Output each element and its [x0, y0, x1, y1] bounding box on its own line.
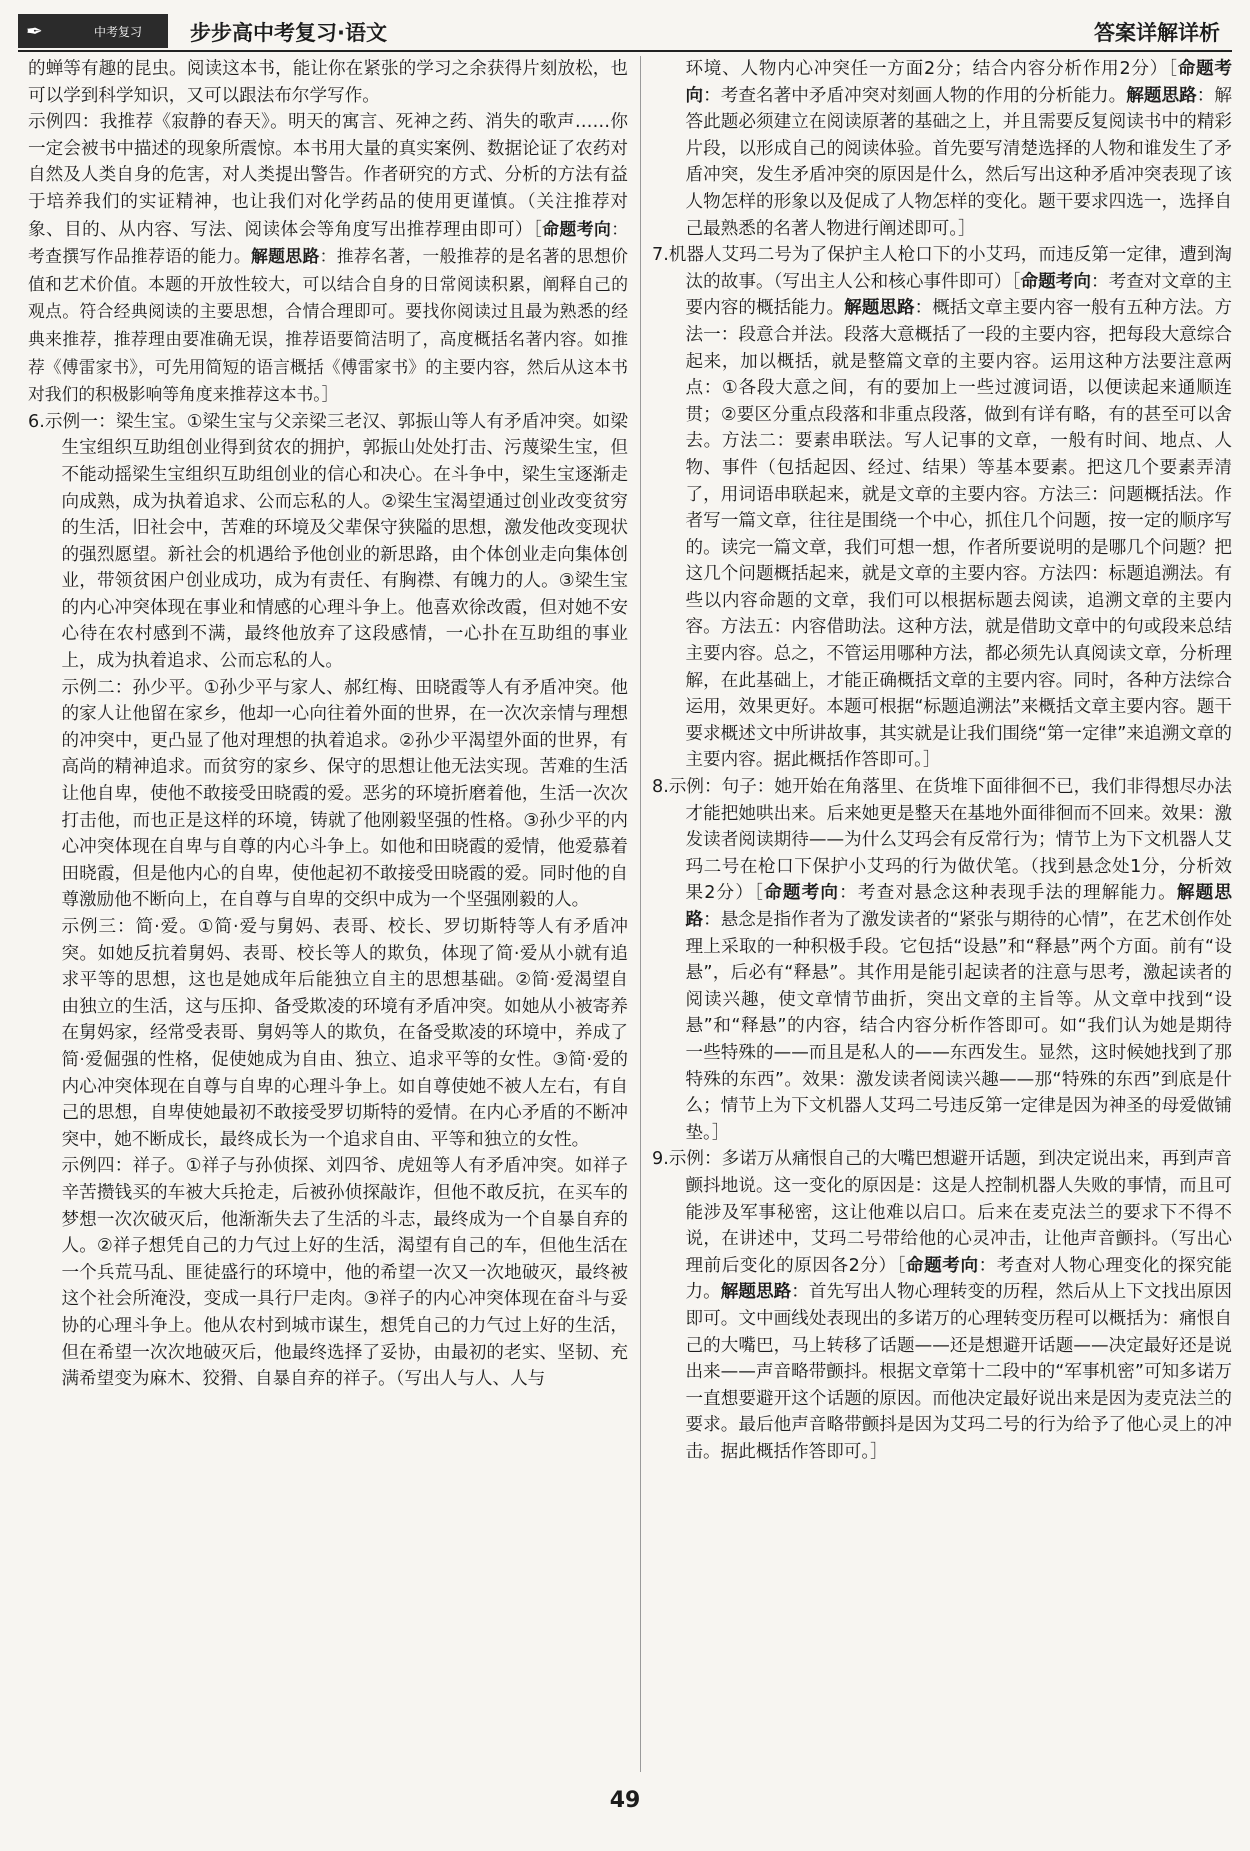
note-label-direction: 命题考向	[685, 59, 1233, 106]
page-number: 49	[609, 1788, 641, 1813]
answer-9	[652, 1146, 1232, 1465]
note-label-approach: 解题思路	[250, 246, 320, 267]
note-text: ：考查撰写作品推荐语的能力。	[28, 218, 628, 267]
header-divider	[18, 50, 1232, 52]
note-text: ：悬念是指作者为了激发读者的“紧张与期待的心情”，在艺术创作处理上采取的一种积极手段。它包括“设悬”和“释悬”两个方面。前有“设悬”，后必有“释悬”。其作用是能引起读者的注意与思考，激起读者的阅读兴趣，使文章情节曲折，突出文章的主旨等。从文章中找到“设悬”和“释悬”的内容，结合内容分析作答即可。如“我们认为她是期待一些特殊的——而且是私人的——东西发生。显然，这时候她找到了那特殊的东西”。效果：激发读者阅读兴趣——那“特殊的东西”到底是什么；情节上为下文机器人艾玛二号违反第一定律是因为神圣的母爱做铺垫。］	[685, 910, 1232, 1143]
note-text: ：推荐名著，一般推荐的是名著的思想价值和艺术价值。本题的开放性较大，可以结合自身的日常阅读积累，阐释自己的观点。符合经典阅读的主要思想，合情合理即可。要找你阅读过且最为熟悉的经典来推荐，推荐理由要准确无误，推荐语要简洁明了，高度概括名著内容。如推荐《傅雷家书》，可先用简短的语言概括《傅雷家书》的主要内容，然后从这本书对我们的积极影响等角度来推荐这本书。］	[28, 246, 628, 405]
left-column	[28, 56, 628, 1393]
answer-text: 示例四：我推荐《寂静的春天》。明天的寓言、死神之药、消失的歌声……你一定会被书中描述的现象所震惊。本书用大量的真实案例、数据论证了农药对自然及人类自身的危害，对人类提出警告。作者研究的方式、分析的方法有益于培养我们的实证精神，也让我们对化学药品的使用更谨慎。（关注推荐对象、目的、从内容、写法、阅读体会等角度写出推荐理由即可）［	[28, 112, 628, 240]
note-label-direction: 命题考向	[764, 883, 840, 904]
answer-note	[685, 272, 1232, 771]
note-text: ：考查对人物心理变化的探究能力。	[685, 1255, 1232, 1303]
note-text: ：解答此题必须建立在阅读原著的基础之上，并且需要反复阅读书中的精彩片段，以形成自己的阅读体验。首先要写清楚选择的人物和谁发生了矛盾冲突，发生矛盾冲突的原因是什么，然后写出这种矛盾冲突表现了该人物怎样的形象以及促成了人物怎样的变化。题干要求四选一，选择自己最熟悉的名著人物进行阐述即可。］	[685, 85, 1232, 239]
note-label-approach: 解题思路	[1126, 85, 1197, 106]
answer-5-example-3-ending: 的蝉等有趣的昆虫。阅读这本书，能让你在紧张的学习之余获得片刻放松，也可以学到科学知识，又可以跟法布尔学写作。	[28, 59, 628, 106]
note-label-approach: 解题思路	[685, 883, 1232, 930]
answer-5-example-4	[28, 109, 628, 409]
answer-note: ［命题考向：考查名著中矛盾冲突对刻画人物的作用的分析能力。解题思路：解答此题必须建立在阅读原著的基础之上，并且需要反复阅读书中的精彩片段，以形成自己的阅读体验。首先要写清楚选择的人物和谁发生了矛盾冲突，发生矛盾冲突的原因是什么，然后写出这种矛盾冲突表现了该人物怎样的形象以及促成了人物怎样的变化。题干要求四选一，选择自己最熟悉的名著人物进行阐述即可。］	[685, 59, 1233, 239]
right-column	[652, 56, 1232, 1465]
answer-6-example-3: 示例三：简·爱。①简·爱与舅妈、表哥、校长、罗切斯特等人有矛盾冲突。如她反抗着舅妈、表哥、校长等人的欺负，体现了简·爱从小就有追求平等的思想，这也是她成年后能独立自主的思想基础。②简·爱渴望自由独立的生活，这与压抑、备受欺凌的环境有矛盾冲突。如她从小被寄养在舅妈家，经常受表哥、舅妈等人的欺负，在备受欺凌的环境中，养成了简·爱倔强的性格，促使她成为自由、独立、追求平等的女性。③简·爱的内心冲突体现在自尊与自卑的心理斗争上。如自尊使她不被人左右，有自己的思想，自卑使她最初不敢接受罗切斯特的爱情。在内心矛盾的不断冲突中，她不断成长，最终成长为一个追求自由、平等和独立的女性。	[61, 917, 628, 1150]
page-header	[0, 0, 1250, 52]
note-label-approach: 解题思路	[844, 298, 915, 319]
answer-text: 9.示例：多诺万从痛恨自己的大嘴巴想避开话题，到决定说出来，再到声音颤抖地说。这一变化的原因是：这是人控制机器人失败的事情，而且可能涉及军事秘密，这让他难以启口。后来在麦克法兰的要求下不得不说，在讲述中，艾玛二号带给他的心灵冲击，让他声音颤抖。（写出心理前后变化的原因各2分）［	[652, 1149, 1232, 1276]
answer-note	[685, 883, 1232, 1142]
answer-text: 7.机器人艾玛二号为了保护主人枪口下的小艾玛，而违反第一定律，遭到淘汰的故事。（写出主人公和核心事件即可）［	[652, 245, 1232, 292]
answer-note	[28, 219, 628, 405]
answer-6-example-2: 示例二：孙少平。①孙少平与家人、郝红梅、田晓霞等人有矛盾冲突。他的家人让他留在家乡，他却一心向往着外面的世界，在一次次亲情与理想的冲突中，更凸显了他对理想的执着追求。②孙少平渴望外面的世界，有高尚的精神追求。而贫穷的家乡、保守的思想让他无法实现。苦难的生活让他自卑，使他不敢接受田晓霞的爱。恶劣的环境折磨着他，生活一次次打击他，而也正是这样的环境，铸就了他刚毅坚强的性格。③孙少平的内心冲突体现在自卑与自尊的内心斗争上。如他和田晓霞的爱情，他爱慕着田晓霞，但是他内心的自卑，使他起初不敢接受田晓霞的爱。同时他的自尊激励他不断向上，在自尊与自卑的交织中成为一个坚强刚毅的人。	[61, 677, 628, 911]
answer-6-example-4: 示例四：祥子。①祥子与孙侦探、刘四爷、虎妞等人有矛盾冲突。如祥子辛苦攒钱买的车被大兵抢走，后被孙侦探敲诈，但他不敢反抗，在买车的梦想一次次破灭后，他渐渐失去了生活的斗志，最终成为一个自暴自弃的人。②祥子想凭自己的力气过上好的生活，渴望有自己的车，但他生活在一个兵荒马乱、匪徒盛行的环境中，他的希望一次又一次地破灭，最终被这个社会所淹没，变成一具行尸走肉。③祥子的内心冲突体现在奋斗与妥协的心理斗争上。他从农村到城市谋生，想凭自己的力气过上好的生活，但在希望一次次地破灭后，他最终选择了妥协，由最初的老实、坚韧、充满希望变为麻木、狡猾、自暴自弃的祥子。（写出人与人、人与	[61, 1156, 628, 1390]
answer-6-scoring	[652, 56, 1232, 242]
book-title: 步步高中考复习·语文	[190, 21, 387, 45]
note-text: ：考查对悬念这种表现手法的理解能力。	[839, 883, 1177, 904]
note-text: ：考查名著中矛盾冲突对刻画人物的作用的分析能力。	[703, 85, 1127, 106]
answer-8	[652, 774, 1232, 1146]
note-label-approach: 解题思路	[720, 1282, 792, 1303]
note-text: ：概括文章主要内容一般有五种方法。方法一：段意合并法。段落大意概括了一段的主要内容，把每段大意综合起来，加以概括，就是整篇文章的主要内容。运用这种方法要注意两点：①各段大意之间，有的要加上一些过渡词语，以便读起来通顺连贯；②要区分重点段落和非重点段落，做到有详有略，有的甚至可以舍去。方法二：要素串联法。写人记事的文章，一般有时间、地点、人物、事件（包括起因、经过、结果）等基本要素。把这几个要素弄清了，用词语串联起来，就是文章的主要内容。方法三：问题概括法。作者写一篇文章，往往是围绕一个中心，抓住几个问题，按一定的顺序写的。读完一篇文章，我们可想一想，作者所要说明的是哪几个问题？把这几个问题概括起来，就是文章的主要内容。方法四：标题追溯法。有些以内容命题的文章，我们可以根据标题去阅读，追溯文章的主要内容。方法五：内容借助法。这种方法，就是借助文章中的句或段来总结主要内容。总之，不管运用哪种方法，都必须先认真阅读文章，分析理解，在此基础上，才能正确概括文章的主要内容。同时，各种方法综合运用，效果更好。本题可根据“标题追溯法”来概括文章主要内容。题干要求概述文中所讲故事，其实就是让我们围绕“第一定律”来追溯文章的主要内容。据此概括作答即可。］	[685, 298, 1232, 771]
note-label-direction: 命题考向	[1020, 271, 1091, 292]
answer-7	[652, 242, 1232, 774]
section-title: 答案详解详析	[1094, 21, 1220, 45]
logo-mark-icon: ✒	[26, 19, 43, 43]
answer-text: 8.示例：句子：她开始在角落里、在货堆下面徘徊不已，我们非得想尽办法才能把她哄出来。后来她更是整天在基地外面徘徊而不回来。效果：激发读者阅读期待——为什么艾玛会有反常行为；情节上为下文机器人艾玛二号在枪口下保护小艾玛的行为做伏笔。（找到悬念处1分，分析效果2分）［	[652, 777, 1232, 904]
answer-6-example-1: 6.示例一：梁生宝。①梁生宝与父亲梁三老汉、郭振山等人有矛盾冲突。如梁生宝组织互助组创业得到贫农的拥护，郭振山处处打击、污蔑梁生宝，但不能动摇梁生宝组织互助组创业的信心和决心。在斗争中，梁生宝逐渐走向成熟，成为执着追求、公而忘私的人。②梁生宝渴望通过创业改变贫穷的生活，旧社会中，苦难的环境及父辈保守狭隘的思想，激发他改变现状的强烈愿望。新社会的机遇给予他创业的新思路，由个体创业走向集体创业，带领贫困户创业成功，成为有责任、有胸襟、有魄力的人。③梁生宝的内心冲突体现在事业和情感的心理斗争上。他喜欢徐改霞，但对她不安心待在农村感到不满，最终他放弃了这段感情，一心扑在互助组的事业上，成为执着追求、公而忘私的人。	[28, 411, 628, 672]
publisher-logo	[18, 14, 168, 48]
answer-note	[685, 1256, 1232, 1462]
column-divider	[640, 56, 641, 1772]
note-label-direction: 命题考向	[542, 218, 612, 239]
logo-text: 中考复习	[94, 25, 143, 39]
note-text: ：首先写出人物心理转变的历程，然后从上下文找出原因即可。文中画线处表现出的多诺万的心理转变历程可以概括为：痛恨自己的大嘴巴，马上转移了话题——还是想避开话题——决定最好还是说出来——声音略带颤抖。根据文章第十二段中的“军事机密”可知多诺万一直想要避开这个话题的原因。而他决定最好说出来是因为麦克法兰的要求。最后他声音略带颤抖是因为艾玛二号的行为给予了他心灵上的冲击。据此概括作答即可。］	[685, 1282, 1232, 1462]
answer-text: 环境、人物内心冲突任一方面2分；结合内容分析作用2分）	[685, 59, 1169, 79]
note-label-direction: 命题考向	[906, 1255, 979, 1276]
note-text: ：考查对文章的主要内容的概括能力。	[685, 271, 1232, 319]
